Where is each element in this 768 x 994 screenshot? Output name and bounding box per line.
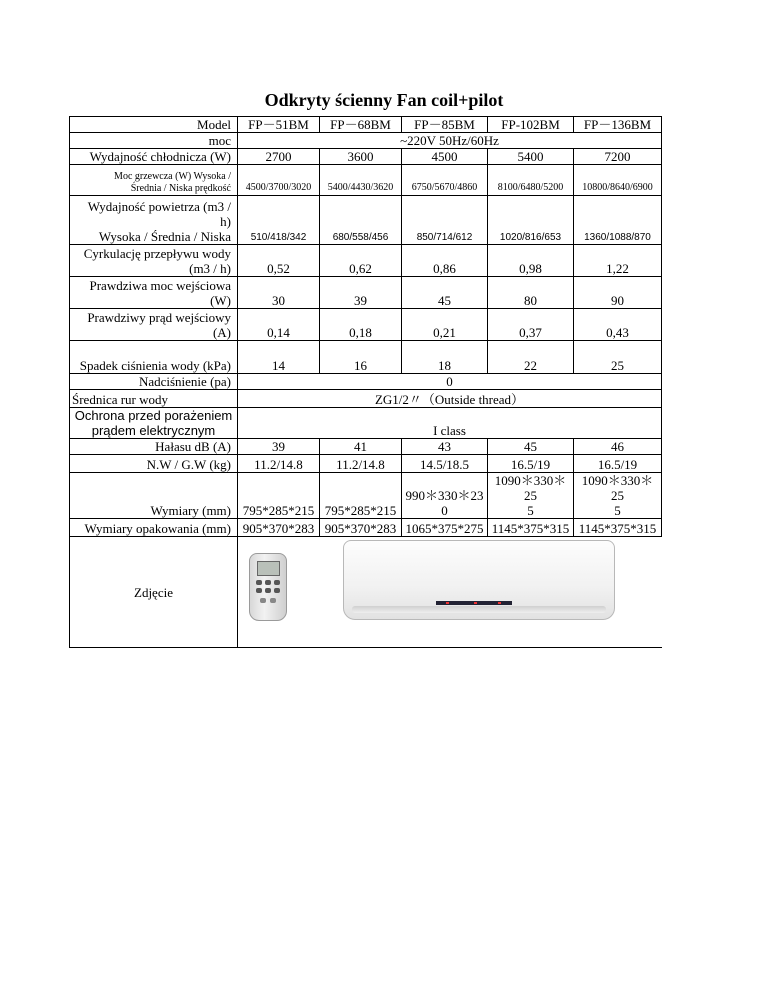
- input-power-label-line2: (W): [210, 293, 231, 308]
- input-current-label: [70, 309, 238, 341]
- airflow-label-line3: Wysoka / Średnia / Niska: [98, 229, 231, 244]
- pressure-drop-cell: 18: [402, 341, 488, 374]
- heating-cell: 5400/4430/3620: [320, 165, 402, 196]
- dimensions-label: Wymiary (mm): [70, 473, 238, 519]
- row-overpressure: [70, 374, 662, 390]
- heating-cell: 10800/8640/6900: [574, 165, 662, 196]
- input-power-label-line1: Prawdziwa moc wejściowa: [89, 278, 231, 293]
- shock-protection-label-line1: Ochrona przed porażeniem: [74, 408, 233, 423]
- airflow-cell: 680/558/456: [320, 196, 402, 245]
- row-noise: [70, 439, 662, 455]
- remote-button: [274, 580, 280, 585]
- dimensions-cell: 1090＊330＊25 5: [574, 473, 662, 519]
- remote-button: [265, 588, 271, 593]
- model-label: Model: [70, 117, 238, 133]
- overpressure-value: 0: [238, 374, 662, 390]
- pressure-drop-label: Spadek ciśnienia wody (kPa): [70, 341, 238, 374]
- airflow-cell: 850/714/612: [402, 196, 488, 245]
- row-dimensions: [70, 473, 662, 519]
- input-power-cell: 45: [402, 277, 488, 309]
- page-title: Odkryty ścienny Fan coil+pilot: [264, 90, 504, 110]
- airflow-label: [70, 196, 238, 245]
- row-pipe-diameter: [70, 390, 662, 408]
- water-flow-cell: 0,86: [402, 245, 488, 277]
- input-power-cell: 90: [574, 277, 662, 309]
- pressure-drop-cell: 14: [238, 341, 320, 374]
- cooling-cell: 5400: [488, 149, 574, 165]
- row-input-power: [70, 277, 662, 309]
- model-cell: FP－85BM: [402, 117, 488, 133]
- cooling-cell: 4500: [402, 149, 488, 165]
- pressure-drop-cell: 25: [574, 341, 662, 374]
- input-current-cell: 0,14: [238, 309, 320, 341]
- row-heating: [70, 165, 662, 196]
- heating-cell: 8100/6480/5200: [488, 165, 574, 196]
- remote-button: [260, 598, 266, 603]
- water-flow-cell: 1,22: [574, 245, 662, 277]
- heating-label-line2: Średnia / Niska prędkość: [130, 183, 231, 194]
- remote-button: [265, 580, 271, 585]
- heating-label: [70, 165, 238, 196]
- package-cell: 905*370*283: [320, 519, 402, 537]
- weight-label: N.W / G.W (kg): [70, 455, 238, 473]
- input-current-cell: 0,43: [574, 309, 662, 341]
- heating-cell: 6750/5670/4860: [402, 165, 488, 196]
- row-shock-protection: [70, 408, 662, 439]
- input-power-cell: 30: [238, 277, 320, 309]
- pipe-diameter-value: ZG1/2〃（Outside thread）: [238, 390, 662, 408]
- pipe-diameter-label: Średnica rur wody: [70, 390, 238, 408]
- weight-cell: 11.2/14.8: [320, 455, 402, 473]
- weight-cell: 16.5/19: [574, 455, 662, 473]
- package-cell: 1145*375*315: [488, 519, 574, 537]
- model-cell: FP－136BM: [574, 117, 662, 133]
- dimensions-cell: 1090＊330＊25 5: [488, 473, 574, 519]
- airflow-cell: 1360/1088/870: [574, 196, 662, 245]
- dimensions-cell: 795*285*215: [320, 473, 402, 519]
- input-current-cell: 0,21: [402, 309, 488, 341]
- remote-button: [256, 588, 262, 593]
- package-cell: 905*370*283: [238, 519, 320, 537]
- package-cell: 1145*375*315: [574, 519, 662, 537]
- remote-button: [274, 588, 280, 593]
- row-weight: [70, 455, 662, 473]
- water-flow-cell: 0,62: [320, 245, 402, 277]
- input-power-cell: 39: [320, 277, 402, 309]
- package-label: Wymiary opakowania (mm): [70, 519, 238, 537]
- dimensions-cell: 990＊330＊23 0: [402, 473, 488, 519]
- noise-cell: 45: [488, 439, 574, 455]
- package-cell: 1065*375*275: [402, 519, 488, 537]
- weight-cell: 16.5/19: [488, 455, 574, 473]
- power-label: moc: [70, 133, 238, 149]
- heating-label-line1: Moc grzewcza (W) Wysoka /: [114, 171, 231, 182]
- airflow-label-line2: h): [220, 214, 231, 229]
- weight-cell: 14.5/18.5: [402, 455, 488, 473]
- noise-label: Hałasu dB (A): [70, 439, 238, 455]
- noise-cell: 43: [402, 439, 488, 455]
- overpressure-label: Nadciśnienie (pa): [70, 374, 238, 390]
- unit-air-outlet: [352, 606, 606, 613]
- remote-screen: [257, 561, 280, 576]
- noise-cell: 46: [574, 439, 662, 455]
- unit-display-panel: [436, 601, 512, 605]
- water-flow-label-line2: (m3 / h): [189, 261, 231, 276]
- shock-protection-value: I class: [238, 408, 662, 439]
- pressure-drop-cell: 22: [488, 341, 574, 374]
- shock-protection-label-line2: prądem elektrycznym: [91, 423, 216, 438]
- cooling-label: Wydajność chłodnicza (W): [70, 149, 238, 165]
- airflow-cell: 1020/816/653: [488, 196, 574, 245]
- panel-led: [474, 602, 477, 604]
- cooling-cell: 3600: [320, 149, 402, 165]
- row-model: [70, 117, 662, 133]
- power-value: ~220V 50Hz/60Hz: [238, 133, 662, 149]
- row-package: [70, 519, 662, 537]
- model-cell: FP-102BM: [488, 117, 574, 133]
- input-current-cell: 0,18: [320, 309, 402, 341]
- noise-cell: 39: [238, 439, 320, 455]
- airflow-label-line1: Wydajność powietrza (m3 /: [87, 199, 231, 214]
- input-power-cell: 80: [488, 277, 574, 309]
- noise-cell: 41: [320, 439, 402, 455]
- remote-button: [256, 580, 262, 585]
- panel-led: [498, 602, 501, 604]
- input-current-cell: 0,37: [488, 309, 574, 341]
- input-current-label-line1: Prawdziwy prąd wejściowy: [87, 310, 231, 325]
- water-flow-label-line1: Cyrkulację przepływu wody: [83, 246, 231, 261]
- cooling-cell: 7200: [574, 149, 662, 165]
- row-cooling: [70, 149, 662, 165]
- cooling-cell: 2700: [238, 149, 320, 165]
- remote-button: [270, 598, 276, 603]
- water-flow-cell: 0,98: [488, 245, 574, 277]
- weight-cell: 11.2/14.8: [238, 455, 320, 473]
- model-cell: FP－68BM: [320, 117, 402, 133]
- input-power-label: [70, 277, 238, 309]
- water-flow-cell: 0,52: [238, 245, 320, 277]
- shock-protection-label: [70, 408, 238, 439]
- row-pressure-drop: [70, 341, 662, 374]
- airflow-cell: 510/418/342: [238, 196, 320, 245]
- pressure-drop-cell: 16: [320, 341, 402, 374]
- fan-coil-unit-image: [343, 540, 615, 620]
- row-airflow: [70, 196, 662, 245]
- water-flow-label: [70, 245, 238, 277]
- remote-control-image: [249, 553, 287, 621]
- row-water-flow: [70, 245, 662, 277]
- row-input-current: [70, 309, 662, 341]
- input-current-label-line2: (A): [212, 325, 231, 340]
- photo-label: Zdjęcie: [70, 537, 238, 648]
- model-cell: FP－51BM: [238, 117, 320, 133]
- row-power: [70, 133, 662, 149]
- dimensions-cell: 795*285*215: [238, 473, 320, 519]
- panel-led: [446, 602, 449, 604]
- heating-cell: 4500/3700/3020: [238, 165, 320, 196]
